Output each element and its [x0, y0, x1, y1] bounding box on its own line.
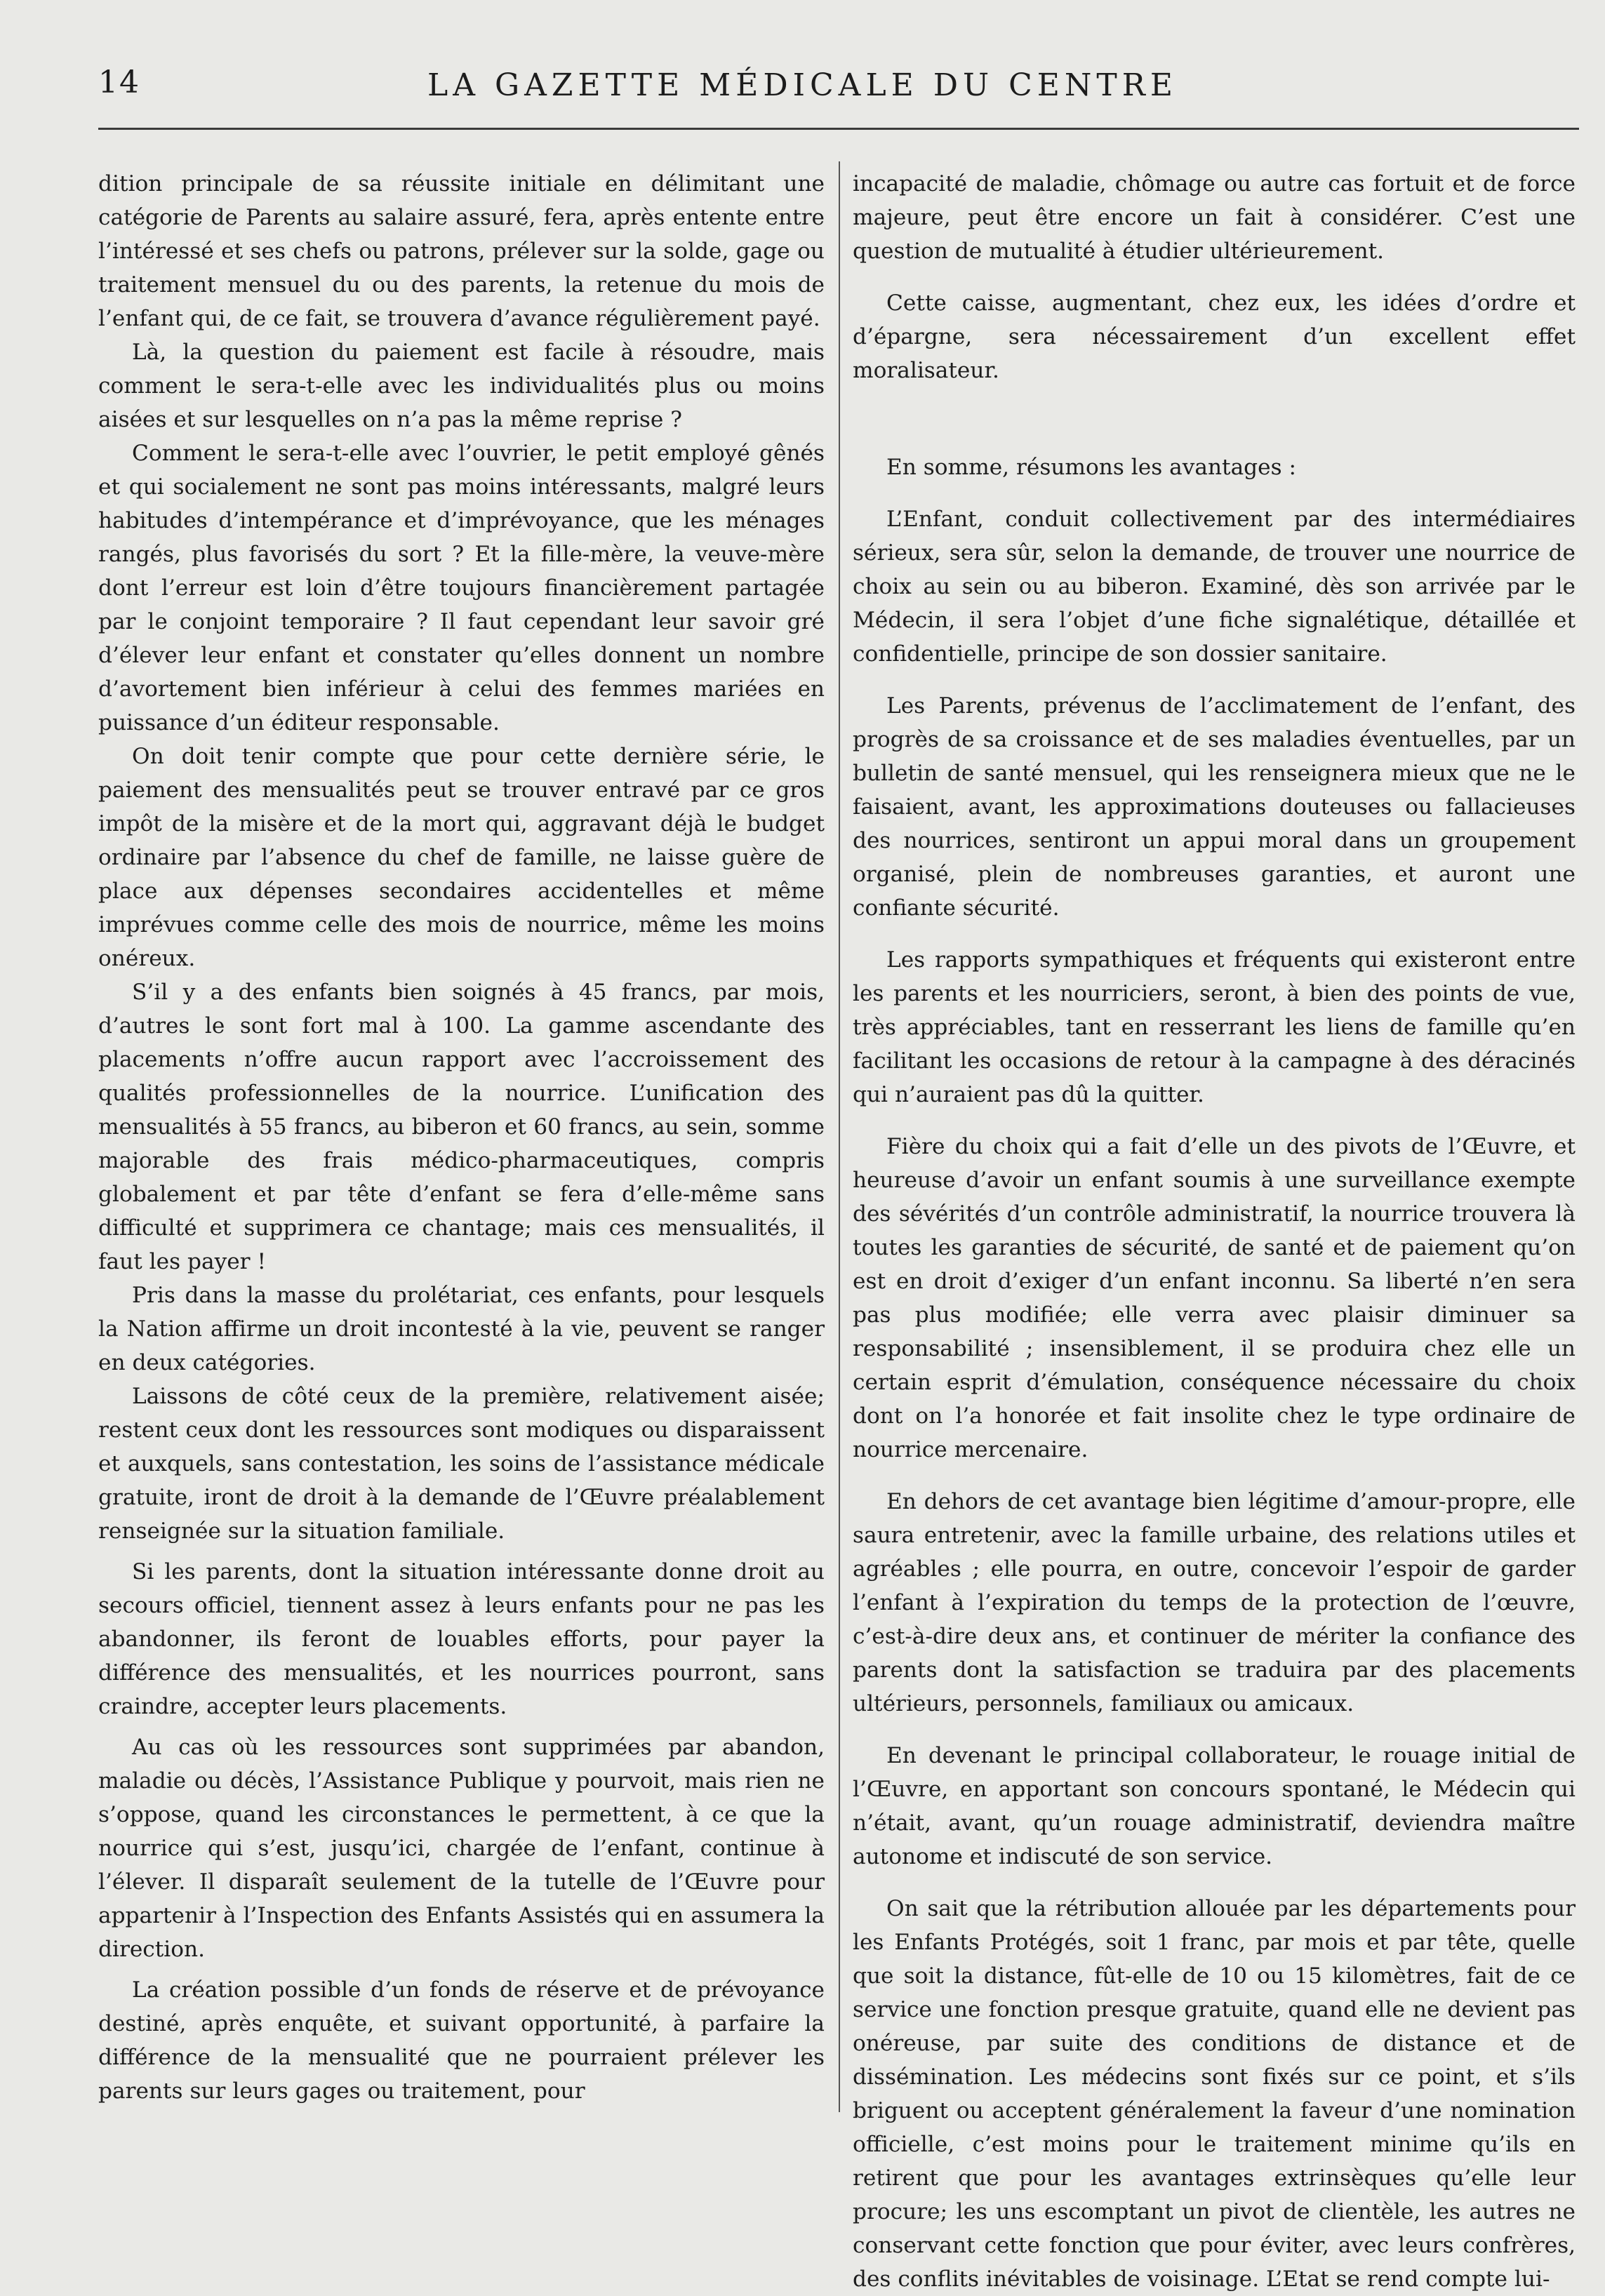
paragraph: Là, la question du paiement est facile à résoudre, mais comment le sera-t-elle avec les individualités plus ou moins aisées et sur lesquelles on n’a pas la même reprise ? — [98, 340, 825, 432]
header-rule — [98, 128, 1579, 130]
journal-title: LA GAZETTE MÉDICALE DU CENTRE — [427, 67, 1178, 103]
paragraph: Laissons de côté ceux de la première, relativement aisée; restent ceux dont les ressources sont modiques ou disparaissent et auxquels, sans contestation, les soins de l’assistance médicale gratuite, iront de droit à la demande de l’Œuvre préalablement renseignée sur la situation familiale. — [98, 1384, 825, 1544]
paragraph: Pris dans la masse du prolétariat, ces enfants, pour lesquels la Nation affirme un droit incontesté à la vie, peuvent se ranger en deux catégories. — [98, 1283, 825, 1375]
paragraph: L’Enfant, conduit collectivement par des intermédiaires sérieux, sera sûr, selon la demande, de trouver une nourrice de choix au sein ou au biberon. Examiné, dès son arrivée par le Médecin, il sera l’objet d’une fiche signalétique, détaillée et confidentielle, principe de son dossier sanitaire. — [853, 507, 1576, 667]
paragraph: Cette caisse, augmentant, chez eux, les idées d’ordre et d’épargne, sera nécessairement d’un excellent effet moralisateur. — [853, 291, 1576, 383]
section-intro: En somme, résumons les avantages : — [886, 455, 1297, 480]
paragraph: dition principale de sa réussite initiale en délimitant une catégorie de Parents au salaire assuré, fera, après entente entre l’intéressé et ses chefs ou patrons, prélever sur la solde, gage ou traitement mensuel du ou des parents, la retenue du mois de l’enfant qui, de ce fait, se trouvera d’avance régulièrement payé. — [98, 171, 825, 331]
paragraph: Fière du choix qui a fait d’elle un des pivots de l’Œuvre, et heureuse d’avoir un enfant soumis à une surveillance exempte des sévérités d’un contrôle administratif, la nourrice trouvera là toutes les garanties de sécurité, de santé et de paiement qu’on est en droit d’exiger d’un enfant inconnu. Sa liberté n’en sera pas plus modifiée; elle verra avec plaisir diminuer sa responsabilité ; insensiblement, il se produira chez elle un certain esprit d’émulation, conséquence nécessaire du choix dont on l’a honorée et fait insolite chez le type ordinaire de nourrice mercenaire. — [853, 1134, 1576, 1462]
paragraph: On doit tenir compte que pour cette dernière série, le paiement des mensualités peut se trouver entravé par ce gros impôt de la misère et de la mort qui, aggravant déjà le budget ordinaire par l’absence du chef de famille, ne laisse guère de place aux dépenses secondaires accidentelles et même imprévues comme celle des mois de nourrice, même les moins onéreux. — [98, 744, 825, 971]
paragraph: On sait que la rétribution allouée par les départements pour les Enfants Protégés, soit 1 franc, par mois et par tête, quelle que soit la distance, fût-elle de 10 ou 15 kilomètres, fait de ce service une fonction presque gratuite, quand elle ne devient pas onéreuse, par suite des conditions de distance et de dissémination. Les médecins sont fixés sur ce point, et s’ils briguent ou acceptent généralement la faveur d’une nomination officielle, c’est moins pour le traitement minime qu’ils en retirent que pour les avantages extrinsèques qu’elle leur procure; les uns escomptant un pivot de clientèle, les autres ne conservant cette fonction que pour éviter, avec leurs confrères, des conflits inévitables de voisinage. L’Etat se rend compte lui- — [853, 1896, 1576, 2292]
paragraph: incapacité de maladie, chômage ou autre cas fortuit et de force majeure, peut être encore un fait à considérer. C’est une question de mutualité à étudier ultérieurement. — [853, 171, 1576, 264]
paragraph: Au cas où les ressources sont supprimées par abandon, maladie ou décès, l’Assistance Publique y pourvoit, mais rien ne s’oppose, quand les circonstances le permettent, à ce que la nourrice qui s’est, jusqu’ici, chargée de l’enfant, continue à l’élever. Il disparaît seulement de la tutelle de l’Œuvre pour appartenir à l’Inspection des Enfants Assistés qui en assumera la direction. — [98, 1735, 825, 1962]
column-divider — [839, 161, 840, 2112]
paragraph: Comment le sera-t-elle avec l’ouvrier, le petit employé gênés et qui socialement ne sont pas moins intéressants, malgré leurs habitudes d’intempérance et d’imprévoyance, que les ménages rangés, plus favorisés du sort ? Et la fille-mère, la veuve-mère dont l’erreur est loin d’être toujours financièrement partagée par le conjoint temporaire ? Il faut cependant leur savoir gré d’élever leur enfant et constater qu’elles donnent un nombre d’avortement bien inférieur à celui des femmes mariées en puissance d’un éditeur responsable. — [98, 441, 825, 735]
paragraph: En devenant le principal collaborateur, le rouage initial de l’Œuvre, en apportant son concours spontané, le Médecin qui n’était, avant, qu’un rouage administratif, deviendra maître autonome et indiscuté de son service. — [853, 1743, 1576, 1869]
left-column — [98, 167, 825, 2108]
paragraph: La création possible d’un fonds de réserve et de prévoyance destiné, après enquête, et suivant opportunité, à parfaire la différence de la mensualité que ne pourraient prélever les parents sur leurs gages ou traitement, pour — [98, 1977, 825, 2104]
paragraph: Les Parents, prévenus de l’acclimatement de l’enfant, des progrès de sa croissance et de ses maladies éventuelles, par un bulletin de santé mensuel, qui les renseignera mieux que ne le faisaient, avant, les approximations douteuses ou fallacieuses des nourrices, sentiront un appui moral dans un groupement organisé, plein de nombreuses garanties, et auront une confiante sécurité. — [853, 693, 1576, 921]
paragraph: Si les parents, dont la situation intéressante donne droit au secours officiel, tiennent assez à leurs enfants pour ne pas les abandonner, ils feront de louables efforts, pour payer la différence des mensualités, et les nourrices pourront, sans craindre, accepter leurs placements. — [98, 1559, 825, 1719]
paragraph: En dehors de cet avantage bien légitime d’amour-propre, elle saura entretenir, avec la famille urbaine, des relations utiles et agréables ; elle pourra, en outre, concevoir l’espoir de garder l’enfant à l’expiration du temps de la protection de l’œuvre, c’est-à-dire deux ans, et continuer de mériter la confiance des parents dont la satisfaction se traduira par des placements ultérieurs, personnels, familiaux ou amicaux. — [853, 1489, 1576, 1716]
right-column — [853, 167, 1576, 2296]
paragraph: S’il y a des enfants bien soignés à 45 francs, par mois, d’autres le sont fort mal à 100. La gamme ascendante des placements n’offre aucun rapport avec l’accroissement des qualités professionnelles de la nourrice. L’unification des mensualités à 55 francs, au biberon et 60 francs, au sein, somme majorable des frais médico-pharmaceutiques, compris globalement et par tête d’enfant se fera d’elle-même sans difficulté et supprimera ce chantage; mais ces mensualités, il faut les payer ! — [98, 980, 825, 1274]
paragraph: Les rapports sympathiques et fréquents qui existeront entre les parents et les nourriciers, seront, à bien des points de vue, très appréciables, tant en resserrant les liens de famille qu’en facilitant les occasions de retour à la campagne à des déracinés qui n’auraient pas dû la quitter. — [853, 947, 1576, 1107]
page-number: 14 — [98, 65, 140, 100]
